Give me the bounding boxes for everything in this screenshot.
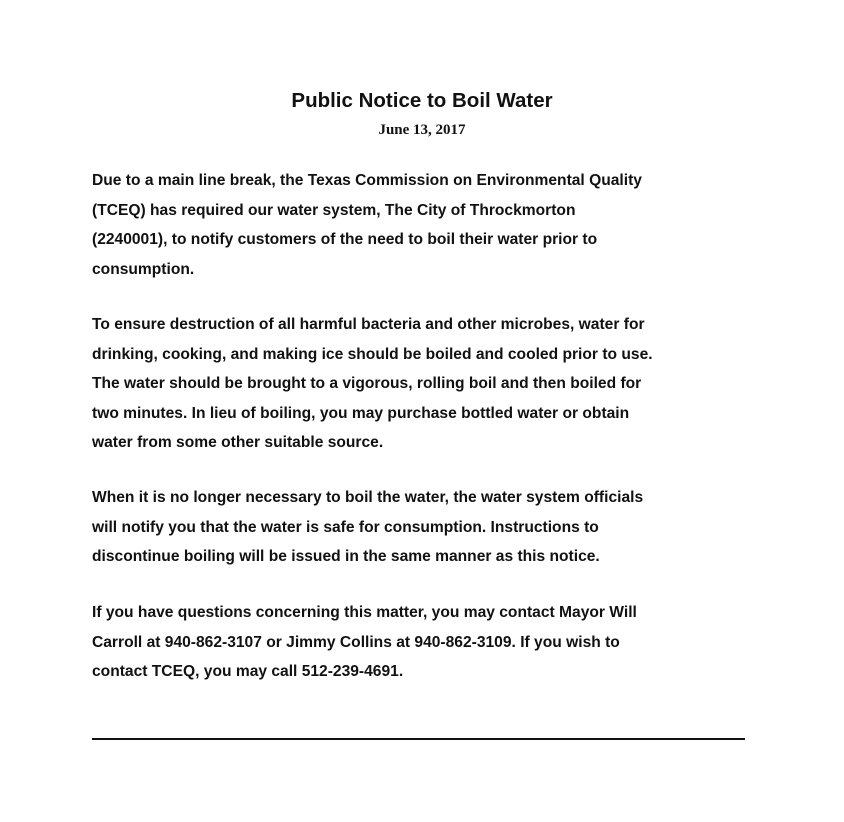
paragraph-boiling-instructions: [92, 310, 762, 458]
paragraph-line: will notify you that the water is safe for consumption. Instructions to: [92, 518, 599, 536]
paragraph-line: (2240001), to notify customers of the need to boil their water prior to: [92, 231, 598, 249]
paragraph-main-line-break: [92, 166, 762, 284]
paragraph-line: Carroll at 940-862-3107 or Jimmy Collins at 940-862-3109. If you wish to: [92, 633, 620, 651]
paragraph-line: two minutes. In lieu of boiling, you may purchase bottled water or obtain: [92, 404, 630, 422]
notice-title: Public Notice to Boil Water: [291, 89, 553, 112]
paragraph-line: drinking, cooking, and making ice should be boiled and cooled prior to use.: [92, 345, 653, 363]
paragraph-contact-info: [92, 598, 762, 687]
notice-date: June 13, 2017: [378, 122, 466, 138]
paragraph-line: (TCEQ) has required our water system, The City of Throckmorton: [92, 201, 576, 219]
paragraph-discontinue-notice: [92, 483, 762, 572]
paragraph-line: The water should be brought to a vigorous, rolling boil and then boiled for: [92, 375, 642, 393]
paragraph-line: contact TCEQ, you may call 512-239-4691.: [92, 663, 404, 681]
paragraph-line: If you have questions concerning this matter, you may contact Mayor Will: [92, 604, 637, 621]
paragraph-line: consumption.: [92, 260, 195, 278]
paragraph-line: To ensure destruction of all harmful bacteria and other microbes, water for: [92, 316, 645, 333]
paragraph-line: When it is no longer necessary to boil the water, the water system officials: [92, 489, 644, 506]
paragraph-line: discontinue boiling will be issued in the same manner as this notice.: [92, 548, 600, 566]
paragraph-line: Due to a main line break, the Texas Commission on Environmental Quality: [92, 172, 642, 189]
paragraph-line: water from some other suitable source.: [92, 434, 384, 452]
signature-line: [92, 738, 745, 740]
